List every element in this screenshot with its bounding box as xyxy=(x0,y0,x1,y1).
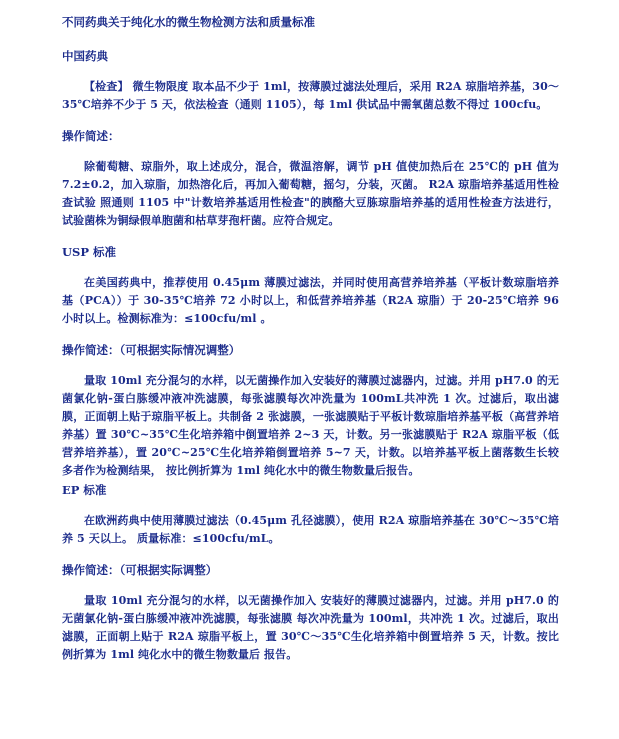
section-heading-usp: USP 标准 xyxy=(62,245,116,259)
paragraph-usp-standard: 在美国药典中，推荐使用 0.45μm 薄膜过滤法，并同时使用高营养培养基（平板计数琼脂培养基（PCA））于 30-35℃培养 72 小时以上，和低营养培养基（R2A 琼脂）于 20-25℃培养 96 小时以上。检测标准为：≤100cfu/ml 。 xyxy=(62,276,559,325)
section-heading-ep: EP 标准 xyxy=(62,483,107,497)
section-heading-chp: 中国药典 xyxy=(62,49,108,63)
paragraph-ep-standard: 在欧洲药典中使用薄膜过滤法（0.45μm 孔径滤膜），使用 R2A 琼脂培养基在 30℃～35℃培养 5 天以上。 质量标准：≤100cfu/mL。 xyxy=(62,514,559,545)
paragraph-chp-procedure: 除葡萄糖、琼脂外，取上述成分，混合，微温溶解，调节 pH 值使加热后在 25℃的 pH 值为 7.2±0.2，加入琼脂，加热溶化后，再加入葡萄糖，摇匀，分装，灭菌。 R2A 琼脂培养基适用性检查试验 照通则 1105 中"计数培养基适用性检查"的胰酪大豆胨琼脂培养基的适用性检查方法进行，试验菌株为铜绿假单胞菌和枯草芽孢杆菌。应符合规定。 xyxy=(62,160,559,227)
section-heading-ep-procedure: 操作简述：（可根据实际调整） xyxy=(62,563,218,577)
document-title: 不同药典关于纯化水的微生物检测方法和质量标准 xyxy=(62,15,315,29)
section-heading-usp-procedure: 操作简述：（可根据实际情况调整） xyxy=(62,343,241,357)
section-heading-chp-procedure: 操作简述： xyxy=(62,129,120,143)
paragraph-chp-check: 【检查】 微生物限度 取本品不少于 1ml，按薄膜过滤法处理后，采用 R2A 琼脂培养基，30～35℃培养不少于 5 天，依法检查（通则 1105），每 1ml 供试品中需氧菌总数不得过 100cfu。 xyxy=(62,80,559,111)
paragraph-ep-procedure: 量取 10ml 充分混匀的水样，以无菌操作加入 安装好的薄膜过滤器内，过滤。并用 pH7.0 的无菌氯化钠-蛋白胨缓冲液冲洗滤膜，每张滤膜 每次冲洗量为 100ml，共冲洗 1 次。过滤后，取出滤膜，正面朝上贴于 R2A 琼脂平板上，置 30℃～35℃生化培养箱中倒置培养 5 天，计数。按比例折算为 1ml 纯化水中的微生物数量后 报告。 xyxy=(62,594,559,661)
paragraph-usp-procedure: 量取 10ml 充分混匀的水样，以无菌操作加入安装好的薄膜过滤器内，过滤。并用 pH7.0 的无菌氯化钠-蛋白胨缓冲液冲洗滤膜，每张滤膜每次冲洗量为 100mL共冲洗 1 次。过滤后，取出滤膜，正面朝上贴于琼脂平板上。共制备 2 张滤膜，一张滤膜贴于平板计数琼脂培养基平板（高营养培养基）置 30℃~35℃生化培养箱中倒置培养 2~3 天，计数。另一张滤膜贴于 R2A 琼脂平板（低营养培养基），置 20℃~25℃生化培养箱倒置培养 5~7 天，计数。以培养基平板上菌落数生长较多者作为检测结果， 按比例折算为 1ml 纯化水中的微生物数量后报告。 xyxy=(62,374,559,477)
